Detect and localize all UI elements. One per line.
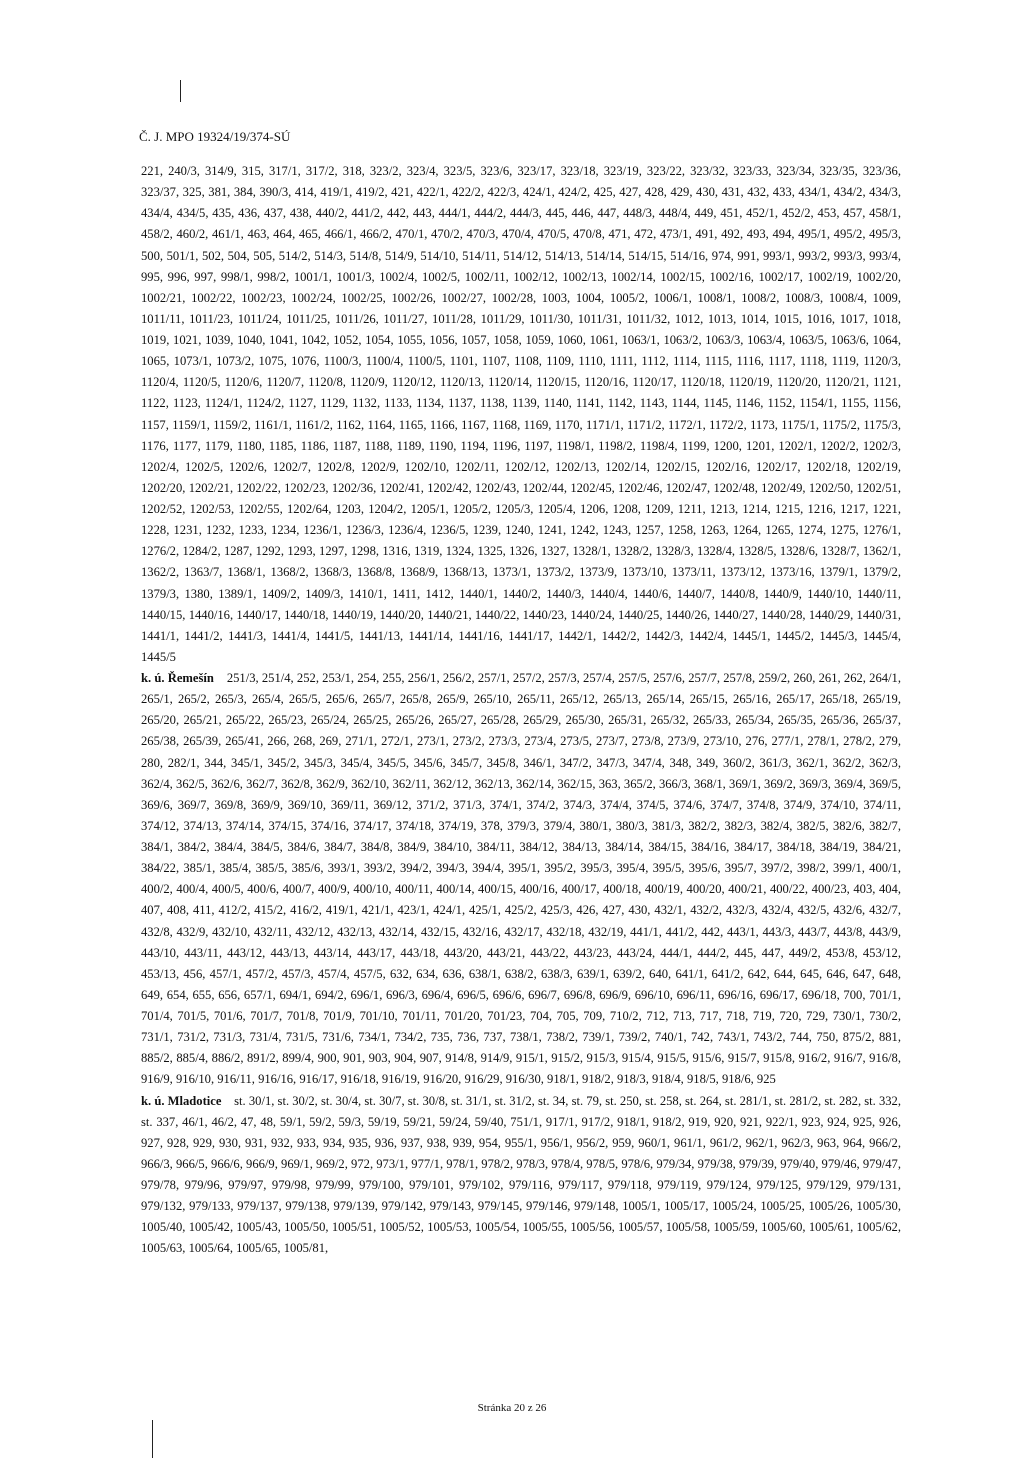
cadastral-section-remesin: [141, 668, 901, 1091]
scan-artifact-line: [152, 1420, 153, 1458]
cadastral-label: k. ú. Řemešín: [141, 671, 214, 685]
parcel-numbers: st. 30/1, st. 30/2, st. 30/4, st. 30/7, st. 30/8, st. 31/1, st. 31/2, st. 34, st. 79, st. 250, st. 258, st. 264, st. 281/1, st. 281/2, st. 282, st. 332, st. 337, 46/1, 46/2, 47, 48, 59/1, 59/2, 59/3, 59/19, 59/21, 59/24, 59/40, 751/1, 917/1, 917/2, 918/1, 918/2, 919, 920, 921, 922/1, 923, 924, 925, 926, 927, 928, 929, 930, 931, 932, 933, 934, 935, 936, 937, 938, 939, 954, 955/1, 956/1, 956/2, 959, 960/1, 961/1, 961/2, 962/1, 962/3, 963, 964, 966/2, 966/3, 966/5, 966/6, 966/9, 969/1, 969/2, 972, 973/1, 977/1, 978/1, 978/2, 978/3, 978/4, 978/5, 978/6, 979/34, 979/38, 979/39, 979/40, 979/46, 979/47, 979/78, 979/96, 979/97, 979/98, 979/99, 979/100, 979/101, 979/102, 979/116, 979/117, 979/118, 979/119, 979/124, 979/125, 979/129, 979/131, 979/132, 979/133, 979/137, 979/138, 979/139, 979/142, 979/143, 979/145, 979/146, 979/148, 1005/1, 1005/17, 1005/24, 1005/25, 1005/26, 1005/30, 1005/40, 1005/42, 1005/43, 1005/50, 1005/51, 1005/52, 1005/53, 1005/54, 1005/55, 1005/56, 1005/57, 1005/58, 1005/59, 1005/60, 1005/61, 1005/62, 1005/63, 1005/64, 1005/65, 1005/81,: [141, 1093, 901, 1256]
parcel-numbers: 221, 240/3, 314/9, 315, 317/1, 317/2, 318, 323/2, 323/4, 323/5, 323/6, 323/17, 323/18, 323/19, 323/22, 323/32, 323/33, 323/34, 323/35, 323/36, 323/37, 325, 381, 384, 390/3, 414, 419/1, 419/2, 421, 422/1, 422/2, 422/3, 424/1, 424/2, 425, 427, 428, 429, 430, 431, 432, 433, 434/1, 434/2, 434/3, 434/4, 434/5, 435, 436, 437, 438, 440/2, 441/2, 442, 443, 444/1, 444/2, 444/3, 445, 446, 447, 448/3, 448/4, 449, 451, 452/1, 452/2, 453, 457, 458/1, 458/2, 460/2, 461/1, 463, 464, 465, 466/1, 466/2, 470/1, 470/2, 470/3, 470/4, 470/5, 470/8, 471, 472, 473/1, 491, 492, 493, 494, 495/1, 495/2, 495/3, 500, 501/1, 502, 504, 505, 514/2, 514/3, 514/8, 514/9, 514/10, 514/11, 514/12, 514/13, 514/14, 514/15, 514/16, 974, 991, 993/1, 993/2, 993/3, 993/4, 995, 996, 997, 998/1, 998/2, 1001/1, 1001/3, 1002/4, 1002/5, 1002/11, 1002/12, 1002/13, 1002/14, 1002/15, 1002/16, 1002/17, 1002/19, 1002/20, 1002/21, 1002/22, 1002/23, 1002/24, 1002/25, 1002/26, 1002/27, 1002/28, 1003, 1004, 1005/2, 1006/1, 1008/1, 1008/2, 1008/3, 1008/4, 1009, 1011/11, 1011/23, 1011/24, 1011/25, 1011/26, 1011/27, 1011/28, 1011/29, 1011/30, 1011/31, 1011/32, 1012, 1013, 1014, 1015, 1016, 1017, 1018, 1019, 1021, 1039, 1040, 1041, 1042, 1052, 1054, 1055, 1056, 1057, 1058, 1059, 1060, 1061, 1063/1, 1063/2, 1063/3, 1063/4, 1063/5, 1063/6, 1064, 1065, 1073/1, 1073/2, 1075, 1076, 1100/3, 1100/4, 1100/5, 1101, 1107, 1108, 1109, 1110, 1111, 1112, 1114, 1115, 1116, 1117, 1118, 1119, 1120/3, 1120/4, 1120/5, 1120/6, 1120/7, 1120/8, 1120/9, 1120/12, 1120/13, 1120/14, 1120/15, 1120/16, 1120/17, 1120/18, 1120/19, 1120/20, 1120/21, 1121, 1122, 1123, 1124/1, 1124/2, 1127, 1129, 1132, 1133, 1134, 1137, 1138, 1139, 1140, 1141, 1142, 1143, 1144, 1145, 1146, 1152, 1154/1, 1155, 1156, 1157, 1159/1, 1159/2, 1161/1, 1161/2, 1162, 1164, 1165, 1166, 1167, 1168, 1169, 1170, 1171/1, 1171/2, 1172/1, 1172/2, 1173, 1175/1, 1175/2, 1175/3, 1176, 1177, 1179, 1180, 1185, 1186, 1187, 1188, 1189, 1190, 1194, 1196, 1197, 1198/1, 1198/2, 1198/4, 1199, 1200, 1201, 1202/1, 1202/2, 1202/3, 1202/4, 1202/5, 1202/6, 1202/7, 1202/8, 1202/9, 1202/10, 1202/11, 1202/12, 1202/13, 1202/14, 1202/15, 1202/16, 1202/17, 1202/18, 1202/19, 1202/20, 1202/21, 1202/22, 1202/23, 1202/36, 1202/41, 1202/42, 1202/43, 1202/44, 1202/45, 1202/46, 1202/47, 1202/48, 1202/49, 1202/50, 1202/51, 1202/52, 1202/53, 1202/55, 1202/64, 1203, 1204/2, 1205/1, 1205/2, 1205/3, 1205/4, 1206, 1208, 1209, 1211, 1213, 1214, 1215, 1216, 1217, 1221, 1228, 1231, 1232, 1233, 1234, 1236/1, 1236/3, 1236/4, 1236/5, 1239, 1240, 1241, 1242, 1243, 1257, 1258, 1263, 1264, 1265, 1274, 1275, 1276/1, 1276/2, 1284/2, 1287, 1292, 1293, 1297, 1298, 1316, 1319, 1324, 1325, 1326, 1327, 1328/1, 1328/2, 1328/3, 1328/4, 1328/5, 1328/6, 1328/7, 1362/1, 1362/2, 1363/7, 1368/1, 1368/2, 1368/3, 1368/8, 1368/9, 1368/13, 1373/1, 1373/2, 1373/9, 1373/10, 1373/11, 1373/12, 1373/16, 1379/1, 1379/2, 1379/3, 1380, 1389/1, 1409/2, 1409/3, 1410/1, 1411, 1412, 1440/1, 1440/2, 1440/3, 1440/4, 1440/6, 1440/7, 1440/8, 1440/9, 1440/10, 1440/11, 1440/15, 1440/16, 1440/17, 1440/18, 1440/19, 1440/20, 1440/21, 1440/22, 1440/23, 1440/24, 1440/25, 1440/26, 1440/27, 1440/28, 1440/29, 1440/31, 1441/1, 1441/2, 1441/3, 1441/4, 1441/5, 1441/13, 1441/14, 1441/16, 1441/17, 1442/1, 1442/2, 1442/3, 1442/4, 1445/1, 1445/2, 1445/3, 1445/4, 1445/5: [141, 164, 901, 664]
page-number: Stránka 20 z 26: [477, 1402, 547, 1414]
parcel-list: [141, 161, 901, 1260]
cadastral-label: k. ú. Mladotice: [141, 1093, 222, 1108]
cadastral-section-mladotice: [141, 1091, 901, 1260]
reference-number: Č. J. MPO 19324/19/374-SÚ: [139, 129, 291, 144]
parcel-block: [141, 161, 901, 668]
scan-artifact-line: [180, 80, 181, 102]
parcel-numbers: 251/3, 251/4, 252, 253/1, 254, 255, 256/1, 256/2, 257/1, 257/2, 257/3, 257/4, 257/5, 257/6, 257/7, 257/8, 259/2, 260, 261, 262, 264/1, 265/1, 265/2, 265/3, 265/4, 265/5, 265/6, 265/7, 265/8, 265/9, 265/10, 265/11, 265/12, 265/13, 265/14, 265/15, 265/16, 265/17, 265/18, 265/19, 265/20, 265/21, 265/22, 265/23, 265/24, 265/25, 265/26, 265/27, 265/28, 265/29, 265/30, 265/31, 265/32, 265/33, 265/34, 265/35, 265/36, 265/37, 265/38, 265/39, 265/41, 266, 268, 269, 271/1, 272/1, 273/1, 273/2, 273/3, 273/4, 273/5, 273/7, 273/8, 273/9, 273/10, 276, 277/1, 278/1, 278/2, 279, 280, 282/1, 344, 345/1, 345/2, 345/3, 345/4, 345/5, 345/6, 345/7, 345/8, 346/1, 347/2, 347/3, 347/4, 348, 349, 360/2, 361/3, 362/1, 362/2, 362/3, 362/4, 362/5, 362/6, 362/7, 362/8, 362/9, 362/10, 362/11, 362/12, 362/13, 362/14, 362/15, 363, 365/2, 366/3, 368/1, 369/1, 369/2, 369/3, 369/4, 369/5, 369/6, 369/7, 369/8, 369/9, 369/10, 369/11, 369/12, 371/2, 371/3, 374/1, 374/2, 374/3, 374/4, 374/5, 374/6, 374/7, 374/8, 374/9, 374/10, 374/11, 374/12, 374/13, 374/14, 374/15, 374/16, 374/17, 374/18, 374/19, 378, 379/3, 379/4, 380/1, 380/3, 381/3, 382/2, 382/3, 382/4, 382/5, 382/6, 382/7, 384/1, 384/2, 384/4, 384/5, 384/6, 384/7, 384/8, 384/9, 384/10, 384/11, 384/12, 384/13, 384/14, 384/15, 384/16, 384/17, 384/18, 384/19, 384/21, 384/22, 385/1, 385/4, 385/5, 385/6, 393/1, 393/2, 394/2, 394/3, 394/4, 395/1, 395/2, 395/3, 395/4, 395/5, 395/6, 395/7, 397/2, 398/2, 399/1, 400/1, 400/2, 400/4, 400/5, 400/6, 400/7, 400/9, 400/10, 400/11, 400/14, 400/15, 400/16, 400/17, 400/18, 400/19, 400/20, 400/21, 400/22, 400/23, 403, 404, 407, 408, 411, 412/2, 415/2, 416/2, 419/1, 421/1, 423/1, 424/1, 425/1, 425/2, 425/3, 426, 427, 430, 432/1, 432/2, 432/3, 432/4, 432/5, 432/6, 432/7, 432/8, 432/9, 432/10, 432/11, 432/12, 432/13, 432/14, 432/15, 432/16, 432/17, 432/18, 432/19, 441/1, 441/2, 442, 443/1, 443/3, 443/7, 443/8, 443/9, 443/10, 443/11, 443/12, 443/13, 443/14, 443/17, 443/18, 443/20, 443/21, 443/22, 443/23, 443/24, 444/1, 444/2, 445, 447, 449/2, 453/8, 453/12, 453/13, 456, 457/1, 457/2, 457/3, 457/4, 457/5, 632, 634, 636, 638/1, 638/2, 638/3, 639/1, 639/2, 640, 641/1, 641/2, 642, 644, 645, 646, 647, 648, 649, 654, 655, 656, 657/1, 694/1, 694/2, 696/1, 696/3, 696/4, 696/5, 696/6, 696/7, 696/8, 696/9, 696/10, 696/11, 696/16, 696/17, 696/18, 700, 701/1, 701/4, 701/5, 701/6, 701/7, 701/8, 701/9, 701/10, 701/11, 701/20, 701/23, 704, 705, 709, 710/2, 712, 713, 717, 718, 719, 720, 729, 730/1, 730/2, 731/1, 731/2, 731/3, 731/4, 731/5, 731/6, 734/1, 734/2, 735, 736, 737, 738/1, 738/2, 739/1, 739/2, 740/1, 742, 743/1, 743/2, 744, 750, 875/2, 881, 885/2, 885/4, 886/2, 891/2, 899/4, 900, 901, 903, 904, 907, 914/8, 914/9, 915/1, 915/2, 915/3, 915/4, 915/5, 915/6, 915/7, 915/8, 916/2, 916/7, 916/8, 916/9, 916/10, 916/11, 916/16, 916/17, 916/18, 916/19, 916/20, 916/29, 916/30, 918/1, 918/2, 918/3, 918/4, 918/5, 918/6, 925: [141, 671, 901, 1087]
